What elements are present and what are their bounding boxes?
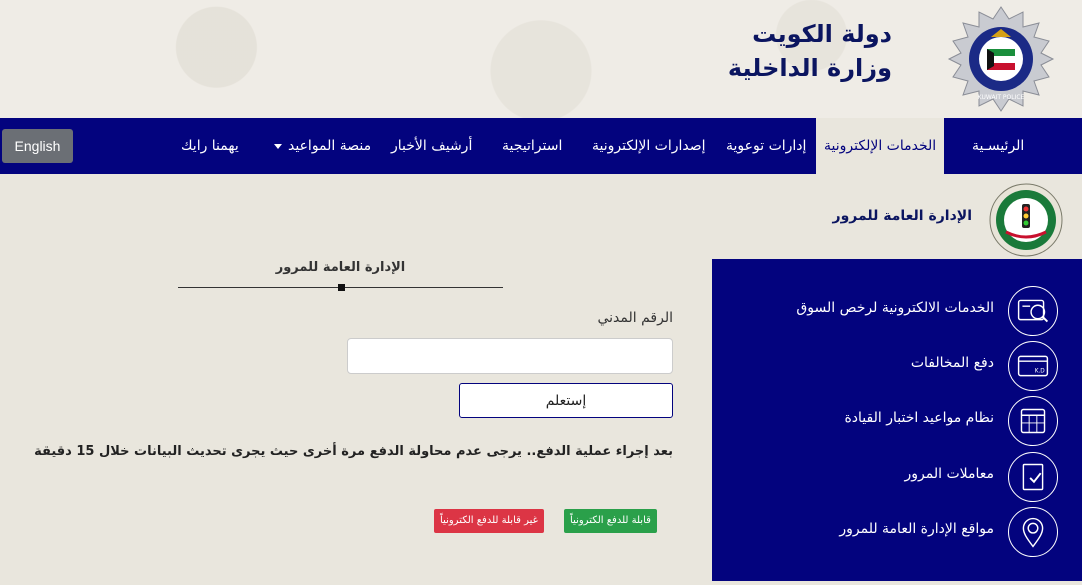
payment-notice: بعد إجراء عملية الدفع.. يرجى عدم محاولة الدفع مرة أخرى حيث يجرى تحديث البيانات خلال 15 دقيقة (34, 444, 673, 459)
civil-id-input[interactable] (347, 338, 673, 374)
side-item-label: معاملات المرور (904, 466, 994, 482)
payable-badge: قابلة للدفع الكترونياً (564, 509, 657, 533)
nav-item-e-services[interactable]: الخدمات الإلكترونية (816, 118, 944, 174)
calendar-icon (1008, 396, 1058, 446)
state-title: دولة الكويت (752, 20, 892, 48)
not-payable-badge: غير قابلة للدفع الكترونياً (434, 509, 544, 533)
divider-marker (338, 284, 345, 291)
side-item-traffic-transactions[interactable] (712, 449, 1082, 505)
department-name: الإدارة العامة للمرور (832, 208, 972, 224)
license-search-icon (1008, 286, 1058, 336)
side-item-label: مواقع الإدارة العامة للمرور (839, 521, 994, 537)
nav-item-feedback[interactable]: يهمنا رايك (181, 138, 239, 154)
kd-card-icon (1008, 341, 1058, 391)
logo-text: KUWAIT POLICE (977, 94, 1025, 101)
location-pin-icon (1008, 507, 1058, 557)
language-english-button[interactable]: English (2, 129, 73, 163)
nav-item-news-archive[interactable]: أرشيف الأخبار (391, 138, 473, 154)
nav-item-home[interactable]: الرئيسـية (972, 138, 1025, 154)
chevron-down-icon (274, 144, 282, 149)
civil-id-label: الرقم المدني (597, 310, 673, 326)
side-item-label: الخدمات الالكترونية لرخص السوق (796, 300, 994, 316)
nav-item-strategy[interactable]: استراتيجية (502, 138, 563, 154)
kuwait-police-logo[interactable] (946, 4, 1056, 114)
side-item-label: نظام مواعيد اختبار القيادة (844, 410, 994, 426)
traffic-department-logo (988, 182, 1064, 258)
side-item-traffic-locations[interactable] (712, 504, 1082, 560)
side-item-label: دفع المخالفات (910, 355, 994, 371)
nav-item-appointments[interactable]: منصة المواعيد (274, 118, 371, 174)
nav-item-publications[interactable]: إصدارات الإلكترونية (592, 138, 706, 154)
nav-item-awareness[interactable]: إدارات توعوية (726, 138, 807, 154)
side-item-license-services[interactable] (712, 283, 1082, 339)
query-button[interactable]: إستعلم (459, 383, 673, 418)
side-item-driving-test-appointments[interactable] (712, 393, 1082, 449)
ministry-title: وزارة الداخلية (727, 54, 892, 82)
side-item-pay-violations[interactable] (712, 338, 1082, 394)
services-side-panel (712, 259, 1082, 581)
form-title: الإدارة العامة للمرور (275, 260, 406, 275)
top-header (0, 0, 1082, 118)
document-check-icon (1008, 452, 1058, 502)
svg-text:K.D: K.D (1034, 368, 1045, 375)
main-navbar (0, 118, 1082, 174)
